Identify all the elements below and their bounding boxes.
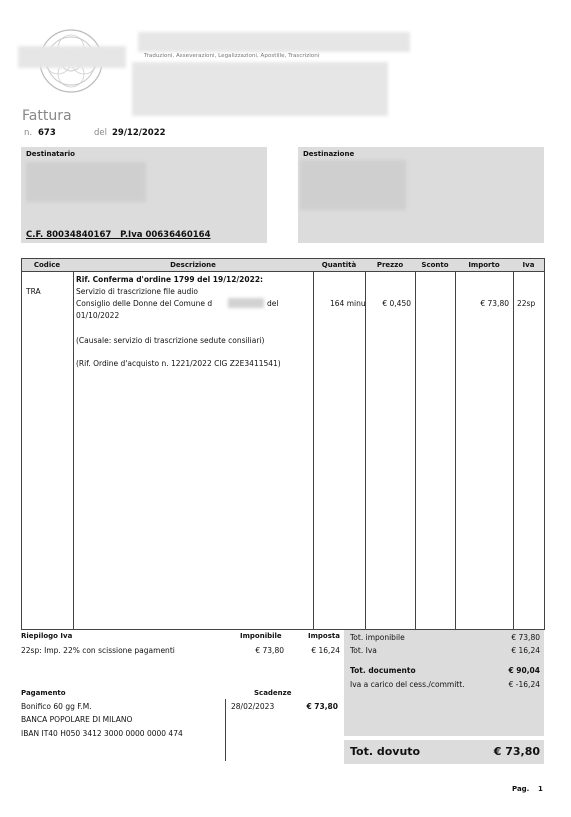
payment-due-heading: Scadenze [254,689,292,697]
payment-heading: Pagamento [21,689,66,697]
row-code: TRA [26,287,41,296]
row-amount: € 73,80 [480,299,509,308]
payment-due-amount: € 73,80 [306,702,338,711]
row-desc-line2b: del [267,299,279,308]
totals-taxable-label: Tot. imponibile [350,633,405,642]
company-tagline: Traduzioni, Asseverazioni, Legalizzazioni, Apostille, Trascrizioni [144,53,320,59]
row-price: € 0,450 [382,299,411,308]
recipient-heading: Destinatario [26,150,75,158]
vat-summary-line-tax: € 16,24 [311,646,340,655]
totals-taxable: € 73,80 [511,633,540,642]
row-vat: 22sp [517,299,536,308]
totals-document: € 90,04 [508,666,540,675]
payment-due-date: 28/02/2023 [231,702,275,711]
recipient-tax-ids: C.F. 80034840167 P.Iva 00636460164 [26,230,211,240]
vat-summary-tax-label: Imposta [308,632,340,640]
payment-iban: IBAN IT40 H050 3412 3000 0000 0000 474 [21,729,183,738]
row-desc-line3: 01/10/2022 [76,311,120,320]
totals-document-label: Tot. documento [350,666,416,675]
company-name-redacted [18,46,126,68]
row-desc-line2a: Consiglio delle Donne del Comune d [76,299,213,308]
vat-summary-line-desc: 22sp: Imp. 22% con scissione pagamenti [21,646,175,655]
col-header-description: Descrizione [170,261,216,269]
col-header-price: Prezzo [376,261,404,269]
totals-vat-label: Tot. Iva [350,646,377,655]
col-header-vat: Iva [522,261,535,269]
destination-heading: Destinazione [303,150,355,158]
row-desc-redacted [228,298,264,308]
col-header-code: Codice [33,261,61,269]
page-number: 1 [538,785,543,793]
destination-redacted [300,160,406,210]
company-header-redacted [138,32,410,52]
vat-summary-heading: Riepilogo Iva [21,632,73,640]
vat-summary-taxable-label: Imponibile [240,632,282,640]
payment-bank: BANCA POPOLARE DI MILANO [21,715,133,724]
payment-method: Bonifico 60 gg F.M. [21,702,92,711]
totals-vat-client: € -16,24 [508,680,540,689]
col-header-quantity: Quantità [321,261,357,269]
vat-summary-line-taxable: € 73,80 [255,646,284,655]
row-quantity: 164 minu [330,299,366,308]
col-header-discount: Sconto [421,261,449,269]
row-desc-causale: (Causale: servizio di trascrizione sedute consiliari) [76,336,265,345]
col-header-amount: Importo [468,261,500,269]
row-desc-line1: Servizio di trascrizione file audio [76,287,198,296]
invoice-date-label: del [94,128,107,138]
row-desc-title: Rif. Conferma d'ordine 1799 del 19/12/2022: [76,275,264,284]
totals-vat-client-label: Iva a carico del cess./committ. [350,680,465,689]
page-label: Pag. [512,785,530,793]
invoice-number-label: n. [24,128,33,138]
totals-vat: € 16,24 [511,646,540,655]
company-address-redacted [132,62,388,116]
invoice-title: Fattura [22,108,72,124]
recipient-name-redacted [26,162,146,202]
total-due-amount: € 73,80 [493,745,540,758]
invoice-date: 29/12/2022 [112,128,166,138]
invoice-number: 673 [38,128,56,138]
row-desc-rif: (Rif. Ordine d'acquisto n. 1221/2022 CIG Z2E3411541) [76,359,281,368]
total-due-label: Tot. dovuto [350,745,421,758]
